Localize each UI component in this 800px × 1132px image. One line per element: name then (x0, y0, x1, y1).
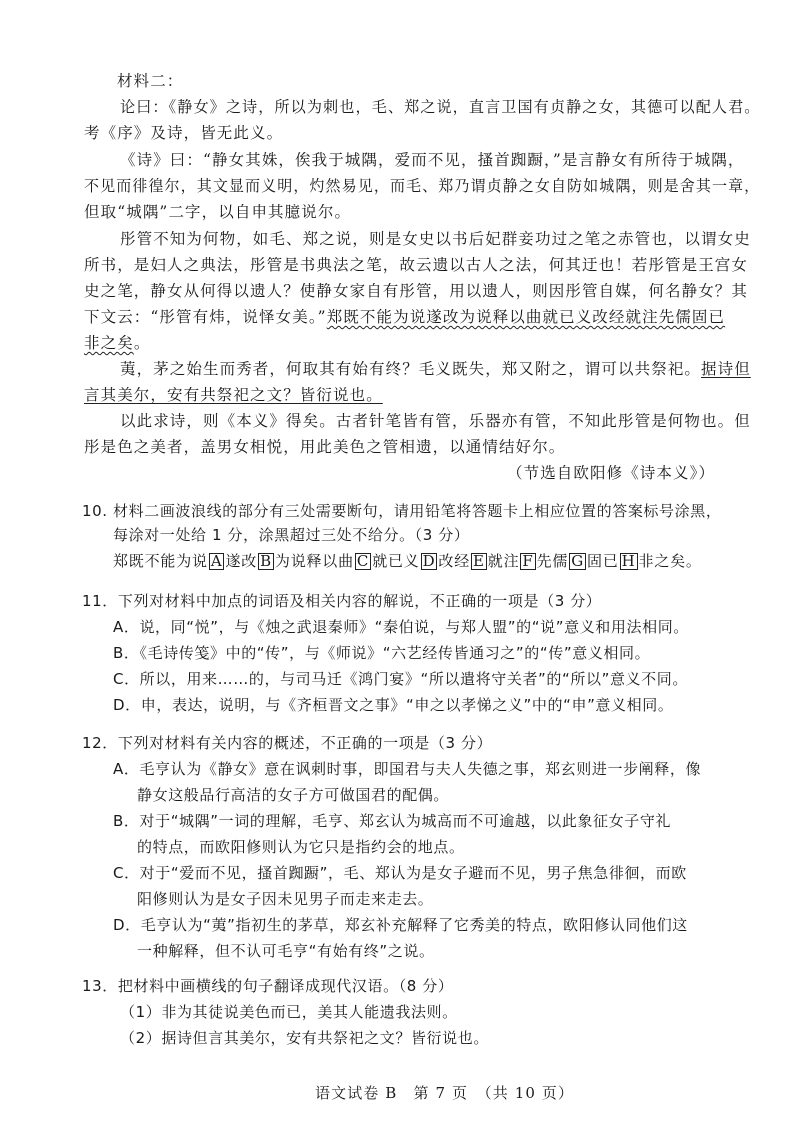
segment-text: 郑既不能为说 (113, 552, 208, 570)
answer-box-e[interactable]: E (473, 552, 485, 570)
answer-box-f[interactable]: F (522, 552, 534, 570)
option-d-cont: 一种解释，但不认可毛亨“有始有终”之说。 (137, 942, 435, 960)
option-a-cont: 静女这般品行高洁的女子方可做国君的配偶。 (137, 786, 450, 804)
option-b[interactable]: B．对于“城隅”一词的理解，毛亨、郑玄认为城高而不可逾越，以此象征女子守礼 (113, 812, 672, 830)
question-12-stem: 12．下列对材料有关内容的概述，不正确的一项是（3 分） (82, 734, 493, 752)
material-heading: 材料二： (117, 72, 184, 90)
answer-box-d[interactable]: D (422, 552, 436, 570)
segment-text: 为说释以曲 (274, 552, 354, 570)
paragraph-line (84, 332, 150, 354)
translation-sentence-2: （2）据诗但言其美尔，安有共祭祀之文？皆衍说也。 (120, 1029, 489, 1047)
paragraph-line: 以此求诗，则《本义》得矣。古者针笔皆有管，乐器亦有管，不知此彤管是何物也。但 (120, 412, 751, 430)
paragraph-line (84, 306, 725, 328)
underlined-text: 据诗但 (701, 360, 751, 378)
paragraph-line: 考《序》及诗，皆无此义。 (84, 124, 284, 142)
segment-text: 就注 (487, 552, 520, 570)
question-10-line (82, 500, 721, 522)
segment-text: 先儒 (536, 552, 569, 570)
paragraph-line: 史之笔，静女从何得以遗人？使静女家自有彤管，用以遗人，则因彤管自媒，何名静女？其 (84, 282, 749, 300)
paragraph-line: 《诗》曰：“静女其姝，俟我于城隅，爱而不见，搔首踟蹰，”是言静女有所待于城隅， (120, 151, 745, 169)
option-c[interactable]: C．对于“爱而不见，搔首踟蹰”，毛、郑认为是女子避而不见，男子焦急徘徊，而欧 (113, 864, 687, 882)
answer-box-a[interactable]: A (210, 552, 223, 570)
segment-text: 遂改 (225, 552, 258, 570)
segment-text: 改经 (438, 552, 471, 570)
segmentation-sentence (113, 550, 702, 572)
segment-text: 固已 (587, 552, 619, 570)
option-b-cont: 的特点，而欧阳修则认为它只是指约会的地点。 (137, 838, 465, 856)
translation-sentence-1: （1）非为其徒说美色而已，美其人能遗我法则。 (120, 1003, 458, 1021)
option-a[interactable]: A．毛亨认为《静女》意在讽刺时事，即国君与夫人失德之事，郑玄则进一步阐释，像 (113, 760, 702, 778)
answer-box-h[interactable]: H (621, 552, 636, 570)
paragraph-line (84, 384, 383, 406)
wavy-underlined-text: 非之矣 (84, 334, 134, 352)
option-c[interactable]: C．所以，用来……的，与司马迁《鸿门宴》“所以遣将守关者”的“所以”意义不同。 (113, 670, 688, 688)
question-11-stem: 11．下列对材料中加点的词语及相关内容的解说，不正确的一项是（3 分） (82, 592, 602, 610)
answer-box-b[interactable]: B (260, 552, 272, 570)
page-footer: 语文试卷 B 第 7 页 （共 10 页） (315, 1084, 575, 1102)
question-text: 材料二画波浪线的部分有三处需要断句，请用铅笔将答题卡上相应位置的答案标号涂黑， (113, 502, 722, 520)
paragraph-line: 所书，是妇人之典法，彤管是书典法之笔，故云遗以古人之法，何其迂也！若彤管是王宫女 (84, 256, 749, 274)
option-b[interactable]: B．《毛诗传笺》中的“传”，与《师说》“六艺经传皆通习之”的“传”意义相同。 (113, 644, 651, 662)
paragraph-text: 。 (133, 334, 151, 352)
underlined-text: 言其美尔，安有共祭祀之文？皆衍说也。 (84, 386, 383, 404)
paragraph-line (120, 358, 751, 380)
paragraph-text: 下文云：“彤管有炜，说怿女美。” (84, 308, 327, 326)
question-text: 每涂对一处给 1 分，涂黑超过三处不给分。（3 分） (113, 526, 470, 544)
paragraph-line: 彤是色之美者，盖男女相悦，用此美色之管相遗，以通情结好尔。 (84, 438, 566, 456)
option-c-cont: 阳修则认为是女子因未见男子而走来走去。 (137, 890, 434, 908)
option-a[interactable]: A．说，同“悦”，与《烛之武退秦师》“秦伯说，与郑人盟”的“说”意义和用法相同。 (113, 618, 689, 636)
question-13-stem: 13．把材料中画横线的句子翻译成现代汉语。（8 分） (82, 977, 454, 995)
answer-box-g[interactable]: G (571, 552, 585, 570)
paragraph-line: 不见而徘徨尔，其文显而义明，灼然易见，而毛、郑乃谓贞静之女自防如城隅，则是舍其一章， (84, 177, 761, 195)
paragraph-line: 彤管不知为何物，如毛、郑之说，则是女史以书后妃群妾功过之笔之赤管也，以谓女史 (120, 230, 751, 248)
option-d[interactable]: D．申，表达，说明，与《齐桓晋文之事》“申之以孝悌之义”中的“申”意义相同。 (113, 696, 674, 714)
answer-box-c[interactable]: C (356, 552, 370, 570)
wavy-underlined-text: 郑既不能为说遂改为说释以曲就已义改经就注先儒固已 (326, 308, 726, 326)
option-d[interactable]: D．毛亨认为“荑”指初生的茅草，郑玄补充解释了它秀美的特点，欧阳修认同他们这 (113, 916, 688, 934)
segment-text: 非之矣。 (638, 552, 702, 570)
paragraph-line: 但取“城隅”二字，以自申其臆说尔。 (84, 203, 352, 221)
paragraph-line: 论曰：《静女》之诗，所以为刺也，毛、郑之说，直言卫国有贞静之女，其德可以配人君。 (120, 98, 761, 116)
question-number: 10. (82, 502, 108, 520)
segment-text: 就已义 (372, 552, 420, 570)
paragraph-text: 荑，茅之始生而秀者，何取其有始有终？毛义既失，郑又附之，谓可以共祭祀。 (120, 360, 702, 378)
source-citation: （节选自欧阳修《诗本义》） (507, 464, 716, 482)
